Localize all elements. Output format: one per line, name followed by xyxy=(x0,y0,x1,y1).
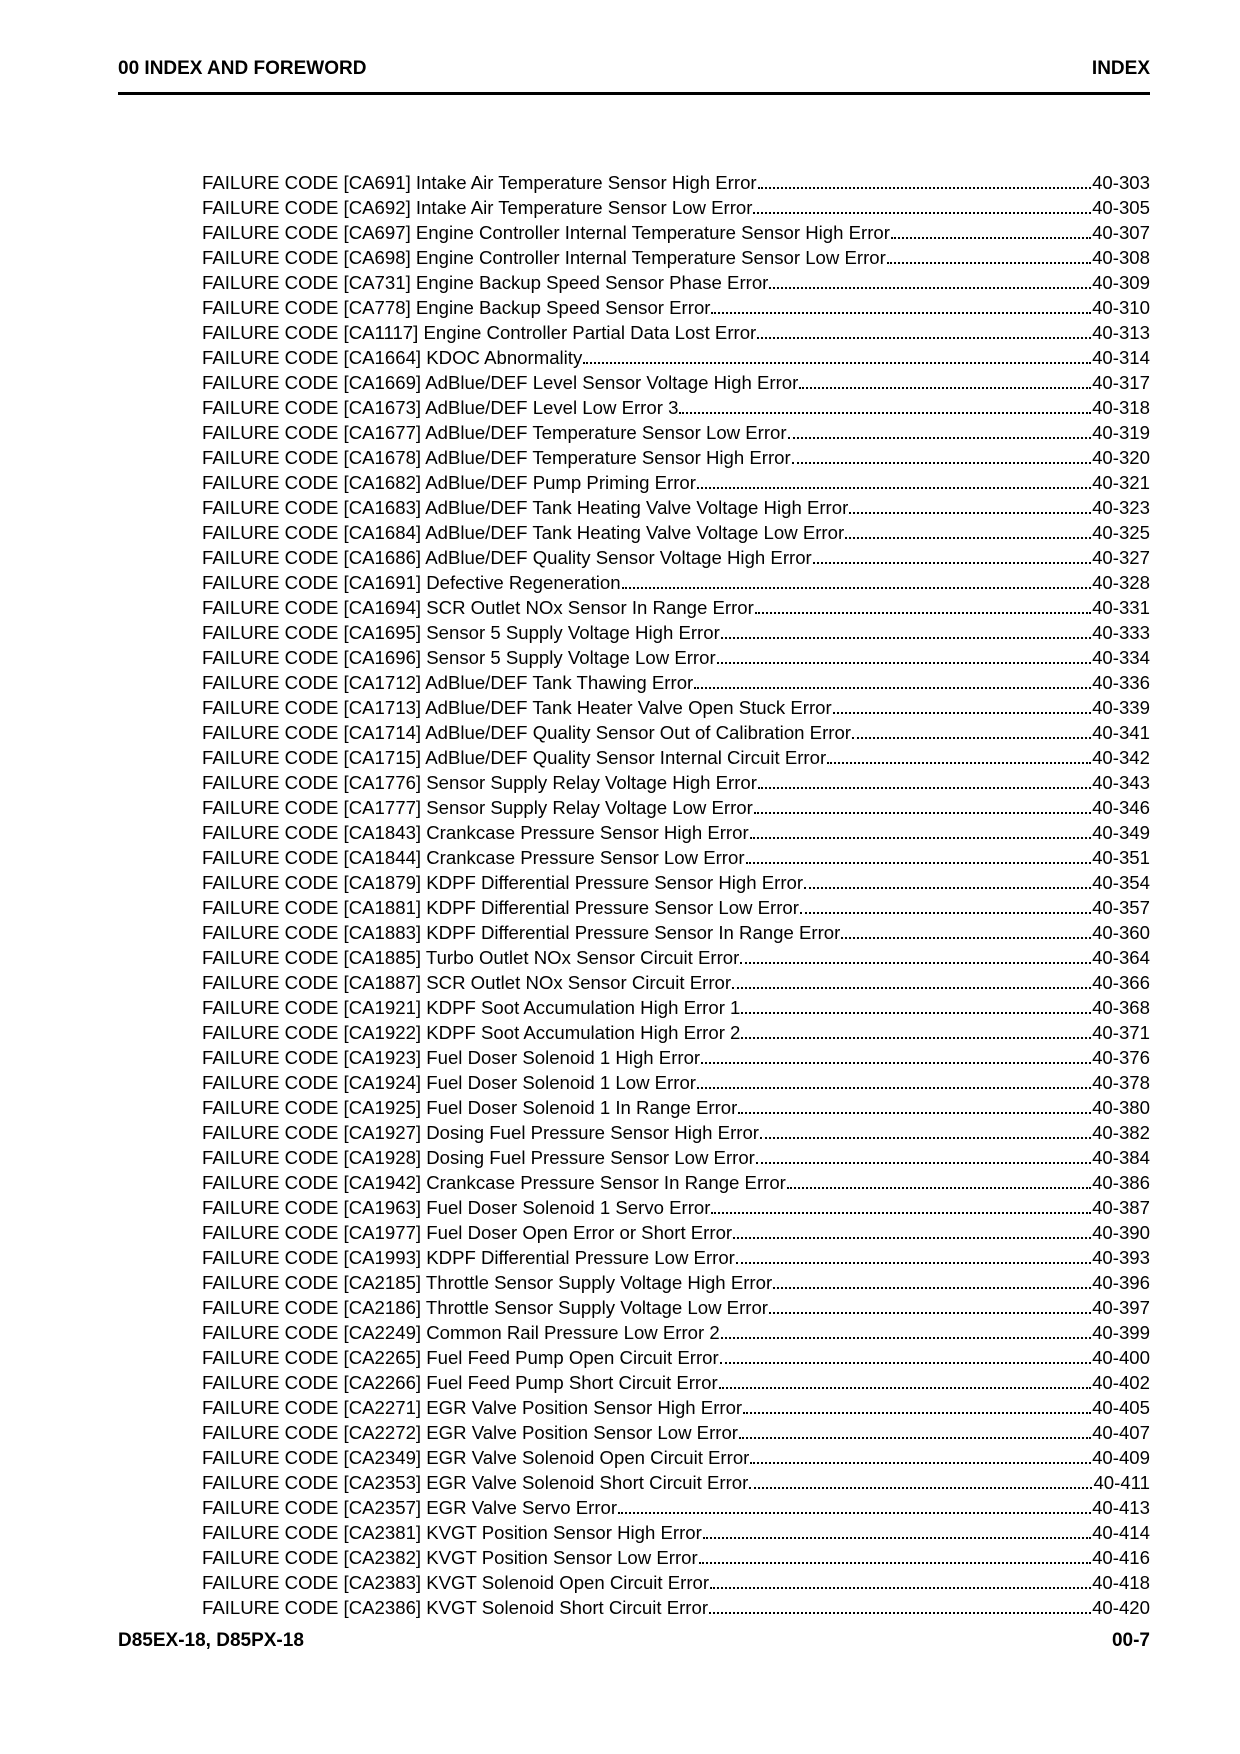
entry-page: 40-396 xyxy=(1092,1272,1150,1293)
index-entry[interactable] xyxy=(202,1295,1150,1320)
dot-leader xyxy=(852,737,1091,739)
entry-title: FAILURE CODE [CA2383] KVGT Solenoid Open Circuit Error xyxy=(202,1572,710,1593)
entry-title: FAILURE CODE [CA1963] Fuel Doser Solenoid 1 Servo Error xyxy=(202,1197,711,1218)
dot-leader xyxy=(583,362,1091,364)
entry-title: FAILURE CODE [CA697] Engine Controller Internal Temperature Sensor High Error xyxy=(202,222,890,243)
entry-title: FAILURE CODE [CA2271] EGR Valve Position Sensor High Error xyxy=(202,1397,743,1418)
entry-title: FAILURE CODE [CA1879] KDPF Differential Pressure Sensor High Error xyxy=(202,872,804,893)
entry-page: 40-318 xyxy=(1092,397,1150,418)
page-header xyxy=(118,58,1150,95)
dot-leader xyxy=(711,1212,1091,1214)
header-label: INDEX xyxy=(1091,58,1150,79)
entry-title: FAILURE CODE [CA2266] Fuel Feed Pump Short Circuit Error xyxy=(202,1372,718,1393)
index-entry[interactable] xyxy=(202,670,1150,695)
entry-title: FAILURE CODE [CA1885] Turbo Outlet NOx Sensor Circuit Error xyxy=(202,947,740,968)
index-entry[interactable] xyxy=(202,320,1150,345)
dot-leader xyxy=(845,537,1091,539)
entry-page: 40-341 xyxy=(1092,722,1150,743)
entry-page: 40-371 xyxy=(1092,1022,1150,1043)
index-entry[interactable] xyxy=(202,270,1150,295)
index-entry[interactable] xyxy=(202,570,1150,595)
dot-leader xyxy=(750,837,1091,839)
index-entry[interactable] xyxy=(202,920,1150,945)
entry-page: 40-336 xyxy=(1092,672,1150,693)
entry-title: FAILURE CODE [CA1927] Dosing Fuel Pressure Sensor High Error xyxy=(202,1122,759,1143)
dot-leader xyxy=(756,1162,1091,1164)
entry-page: 40-416 xyxy=(1092,1547,1150,1568)
entry-page: 40-314 xyxy=(1092,347,1150,368)
dot-leader xyxy=(849,512,1091,514)
entry-title: FAILURE CODE [CA1993] KDPF Differential Pressure Low Error xyxy=(202,1247,735,1268)
entry-title: FAILURE CODE [CA1694] SCR Outlet NOx Sensor In Range Error xyxy=(202,597,754,618)
dot-leader xyxy=(749,1487,1092,1489)
entry-page: 40-390 xyxy=(1092,1222,1150,1243)
dot-leader xyxy=(719,1387,1091,1389)
dot-leader xyxy=(743,1412,1091,1414)
entry-title: FAILURE CODE [CA2265] Fuel Feed Pump Open Circuit Error xyxy=(202,1347,719,1368)
index-entry[interactable] xyxy=(202,770,1150,795)
index-entry[interactable] xyxy=(202,745,1150,770)
entry-page: 40-364 xyxy=(1092,947,1150,968)
section-title: 00 INDEX AND FOREWORD xyxy=(118,58,367,79)
index-entry[interactable] xyxy=(202,1395,1150,1420)
index-entry[interactable] xyxy=(202,645,1150,670)
entry-title: FAILURE CODE [CA1887] SCR Outlet NOx Sensor Circuit Error xyxy=(202,972,732,993)
index-entry[interactable] xyxy=(202,1495,1150,1520)
dot-leader xyxy=(740,962,1091,964)
entry-title: FAILURE CODE [CA1117] Engine Controller Partial Data Lost Error xyxy=(202,322,757,343)
dot-leader xyxy=(733,1237,1091,1239)
entry-title: FAILURE CODE [CA1712] AdBlue/DEF Tank Thawing Error xyxy=(202,672,694,693)
entry-title: FAILURE CODE [CA1677] AdBlue/DEF Temperature Sensor Low Error xyxy=(202,422,787,443)
dot-leader xyxy=(736,1262,1091,1264)
entry-page: 40-400 xyxy=(1092,1347,1150,1368)
entry-title: FAILURE CODE [CA1678] AdBlue/DEF Temperature Sensor High Error xyxy=(202,447,791,468)
index-entry[interactable] xyxy=(202,870,1150,895)
index-entry[interactable] xyxy=(202,1045,1150,1070)
entry-page: 40-413 xyxy=(1092,1497,1150,1518)
dot-leader xyxy=(732,987,1091,989)
dot-leader xyxy=(754,812,1091,814)
entry-title: FAILURE CODE [CA1713] AdBlue/DEF Tank Heater Valve Open Stuck Error xyxy=(202,697,832,718)
page-number: 00-7 xyxy=(1111,1630,1150,1651)
index-entry[interactable] xyxy=(202,495,1150,520)
entry-title: FAILURE CODE [CA1977] Fuel Doser Open Error or Short Error xyxy=(202,1222,733,1243)
dot-leader xyxy=(753,212,1091,214)
dot-leader xyxy=(741,1012,1091,1014)
entry-page: 40-382 xyxy=(1092,1122,1150,1143)
dot-leader xyxy=(618,1512,1091,1514)
entry-page: 40-313 xyxy=(1092,322,1150,343)
entry-page: 40-420 xyxy=(1092,1597,1150,1618)
index-entry[interactable] xyxy=(202,970,1150,995)
entry-page: 40-331 xyxy=(1092,597,1150,618)
index-entry[interactable] xyxy=(202,545,1150,570)
index-entry[interactable] xyxy=(202,720,1150,745)
entry-page: 40-376 xyxy=(1092,1047,1150,1068)
index-entry[interactable] xyxy=(202,1595,1150,1620)
dot-leader xyxy=(710,1587,1091,1589)
index-entry[interactable] xyxy=(202,1070,1150,1095)
entry-title: FAILURE CODE [CA731] Engine Backup Speed Sensor Phase Error xyxy=(202,272,769,293)
index-entry[interactable] xyxy=(202,1170,1150,1195)
entry-title: FAILURE CODE [CA2382] KVGT Position Sensor Low Error xyxy=(202,1547,698,1568)
entry-page: 40-368 xyxy=(1092,997,1150,1018)
dot-leader xyxy=(792,462,1091,464)
entry-page: 40-378 xyxy=(1092,1072,1150,1093)
entry-page: 40-357 xyxy=(1092,897,1150,918)
dot-leader xyxy=(758,187,1091,189)
dot-leader xyxy=(755,612,1091,614)
entry-page: 40-360 xyxy=(1092,922,1150,943)
dot-leader xyxy=(769,1312,1091,1314)
entry-title: FAILURE CODE [CA1715] AdBlue/DEF Quality Sensor Internal Circuit Error xyxy=(202,747,827,768)
entry-page: 40-343 xyxy=(1092,772,1150,793)
entry-page: 40-418 xyxy=(1092,1572,1150,1593)
entry-page: 40-309 xyxy=(1092,272,1150,293)
index-entry[interactable] xyxy=(202,995,1150,1020)
entry-title: FAILURE CODE [CA2381] KVGT Position Sensor High Error xyxy=(202,1522,702,1543)
entry-page: 40-339 xyxy=(1092,697,1150,718)
entry-title: FAILURE CODE [CA2249] Common Rail Pressure Low Error 2 xyxy=(202,1322,720,1343)
dot-leader xyxy=(769,287,1091,289)
entry-page: 40-310 xyxy=(1092,297,1150,318)
dot-leader xyxy=(827,762,1091,764)
entry-page: 40-319 xyxy=(1092,422,1150,443)
dot-leader xyxy=(750,1462,1091,1464)
entry-page: 40-321 xyxy=(1092,472,1150,493)
entry-page: 40-399 xyxy=(1092,1322,1150,1343)
entry-page: 40-307 xyxy=(1092,222,1150,243)
entry-title: FAILURE CODE [CA1923] Fuel Doser Solenoid 1 High Error xyxy=(202,1047,701,1068)
entry-title: FAILURE CODE [CA1925] Fuel Doser Solenoid 1 In Range Error xyxy=(202,1097,738,1118)
entry-title: FAILURE CODE [CA1691] Defective Regeneration xyxy=(202,572,621,593)
index-entry[interactable] xyxy=(202,595,1150,620)
dot-leader xyxy=(694,687,1091,689)
entry-page: 40-317 xyxy=(1092,372,1150,393)
entry-page: 40-380 xyxy=(1092,1097,1150,1118)
entry-page: 40-409 xyxy=(1092,1447,1150,1468)
index-entry[interactable] xyxy=(202,195,1150,220)
dot-leader xyxy=(758,787,1091,789)
entry-title: FAILURE CODE [CA1696] Sensor 5 Supply Voltage Low Error xyxy=(202,647,716,668)
entry-title: FAILURE CODE [CA1922] KDPF Soot Accumulation High Error 2 xyxy=(202,1022,741,1043)
index-entry[interactable] xyxy=(202,1420,1150,1445)
index-entry[interactable] xyxy=(202,820,1150,845)
entry-title: FAILURE CODE [CA691] Intake Air Temperature Sensor High Error xyxy=(202,172,757,193)
entry-page: 40-393 xyxy=(1092,1247,1150,1268)
dot-leader xyxy=(721,637,1091,639)
entry-title: FAILURE CODE [CA1843] Crankcase Pressure Sensor High Error xyxy=(202,822,749,843)
entry-page: 40-386 xyxy=(1092,1172,1150,1193)
entry-title: FAILURE CODE [CA1883] KDPF Differential Pressure Sensor In Range Error xyxy=(202,922,841,943)
entry-page: 40-342 xyxy=(1092,747,1150,768)
dot-leader xyxy=(721,1337,1091,1339)
entry-title: FAILURE CODE [CA1714] AdBlue/DEF Quality Sensor Out of Calibration Error xyxy=(202,722,851,743)
entry-page: 40-325 xyxy=(1092,522,1150,543)
dot-leader xyxy=(788,437,1092,439)
entry-title: FAILURE CODE [CA1673] AdBlue/DEF Level Low Error 3 xyxy=(202,397,679,418)
dot-leader xyxy=(709,1612,1091,1614)
index-entry[interactable] xyxy=(202,945,1150,970)
index-entry[interactable] xyxy=(202,1245,1150,1270)
entry-title: FAILURE CODE [CA2186] Throttle Sensor Supply Voltage Low Error xyxy=(202,1297,769,1318)
dot-leader xyxy=(787,1187,1091,1189)
index-entry[interactable] xyxy=(202,470,1150,495)
index-entry[interactable] xyxy=(202,1220,1150,1245)
entry-page: 40-402 xyxy=(1092,1372,1150,1393)
entry-title: FAILURE CODE [CA2349] EGR Valve Solenoid Open Circuit Error xyxy=(202,1447,750,1468)
entry-page: 40-323 xyxy=(1092,497,1150,518)
entry-page: 40-397 xyxy=(1092,1297,1150,1318)
entry-title: FAILURE CODE [CA1776] Sensor Supply Relay Voltage High Error xyxy=(202,772,757,793)
index-entry[interactable] xyxy=(202,845,1150,870)
index-entry[interactable] xyxy=(202,1470,1150,1495)
entry-title: FAILURE CODE [CA692] Intake Air Temperature Sensor Low Error xyxy=(202,197,753,218)
dot-leader xyxy=(773,1287,1091,1289)
index-entry[interactable] xyxy=(202,895,1150,920)
dot-leader xyxy=(739,1437,1091,1439)
dot-leader xyxy=(738,1112,1091,1114)
entry-title: FAILURE CODE [CA698] Engine Controller Internal Temperature Sensor Low Error xyxy=(202,247,886,268)
entry-page: 40-333 xyxy=(1092,622,1150,643)
page-footer xyxy=(118,1630,1150,1656)
dot-leader xyxy=(699,1562,1091,1564)
index-entry[interactable] xyxy=(202,295,1150,320)
entry-title: FAILURE CODE [CA1777] Sensor Supply Relay Voltage Low Error xyxy=(202,797,753,818)
index-entry[interactable] xyxy=(202,345,1150,370)
entry-page: 40-320 xyxy=(1092,447,1150,468)
entry-page: 40-334 xyxy=(1092,647,1150,668)
dot-leader xyxy=(887,262,1091,264)
entry-title: FAILURE CODE [CA1695] Sensor 5 Supply Voltage High Error xyxy=(202,622,720,643)
dot-leader xyxy=(697,487,1091,489)
index-entry[interactable] xyxy=(202,220,1150,245)
index-entry[interactable] xyxy=(202,1570,1150,1595)
index-entry[interactable] xyxy=(202,520,1150,545)
dot-leader xyxy=(679,412,1091,414)
entry-title: FAILURE CODE [CA1664] KDOC Abnormality xyxy=(202,347,583,368)
dot-leader xyxy=(741,1037,1091,1039)
dot-leader xyxy=(622,587,1092,589)
entry-title: FAILURE CODE [CA2185] Throttle Sensor Supply Voltage High Error xyxy=(202,1272,773,1293)
entry-page: 40-346 xyxy=(1092,797,1150,818)
index-entry[interactable] xyxy=(202,695,1150,720)
index-entry[interactable] xyxy=(202,1020,1150,1045)
dot-leader xyxy=(697,1087,1091,1089)
entry-page: 40-351 xyxy=(1092,847,1150,868)
index-entry[interactable] xyxy=(202,1095,1150,1120)
entry-page: 40-411 xyxy=(1093,1472,1150,1493)
entry-title: FAILURE CODE [CA1928] Dosing Fuel Pressure Sensor Low Error xyxy=(202,1147,755,1168)
entry-title: FAILURE CODE [CA2386] KVGT Solenoid Short Circuit Error xyxy=(202,1597,709,1618)
index-entry[interactable] xyxy=(202,1445,1150,1470)
dot-leader xyxy=(799,387,1091,389)
entry-title: FAILURE CODE [CA2272] EGR Valve Position Sensor Low Error xyxy=(202,1422,738,1443)
model-name: D85EX-18, D85PX-18 xyxy=(118,1630,304,1651)
entry-page: 40-405 xyxy=(1092,1397,1150,1418)
index-entry[interactable] xyxy=(202,445,1150,470)
dot-leader xyxy=(746,862,1092,864)
index-entry[interactable] xyxy=(202,1545,1150,1570)
entry-title: FAILURE CODE [CA778] Engine Backup Speed Sensor Error xyxy=(202,297,711,318)
entry-page: 40-303 xyxy=(1092,172,1150,193)
entry-page: 40-305 xyxy=(1092,197,1150,218)
dot-leader xyxy=(717,662,1091,664)
dot-leader xyxy=(760,1137,1091,1139)
dot-leader xyxy=(833,712,1091,714)
entry-page: 40-328 xyxy=(1092,572,1150,593)
index-entry[interactable] xyxy=(202,1320,1150,1345)
entry-title: FAILURE CODE [CA1669] AdBlue/DEF Level Sensor Voltage High Error xyxy=(202,372,799,393)
entry-page: 40-414 xyxy=(1092,1522,1150,1543)
entry-page: 40-366 xyxy=(1092,972,1150,993)
entry-title: FAILURE CODE [CA1921] KDPF Soot Accumulation High Error 1 xyxy=(202,997,741,1018)
entry-title: FAILURE CODE [CA1684] AdBlue/DEF Tank Heating Valve Voltage Low Error xyxy=(202,522,845,543)
entry-page: 40-354 xyxy=(1092,872,1150,893)
index-entry[interactable] xyxy=(202,1270,1150,1295)
dot-leader xyxy=(701,1062,1091,1064)
index-entry[interactable] xyxy=(202,420,1150,445)
entry-title: FAILURE CODE [CA1881] KDPF Differential Pressure Sensor Low Error xyxy=(202,897,799,918)
dot-leader xyxy=(703,1537,1091,1539)
entry-title: FAILURE CODE [CA1686] AdBlue/DEF Quality Sensor Voltage High Error xyxy=(202,547,812,568)
entry-page: 40-349 xyxy=(1092,822,1150,843)
dot-leader xyxy=(804,887,1091,889)
index-list xyxy=(202,170,1150,1620)
index-entry[interactable] xyxy=(202,170,1150,195)
entry-title: FAILURE CODE [CA1682] AdBlue/DEF Pump Priming Error xyxy=(202,472,696,493)
dot-leader xyxy=(800,912,1091,914)
entry-page: 40-387 xyxy=(1092,1197,1150,1218)
entry-page: 40-308 xyxy=(1092,247,1150,268)
entry-title: FAILURE CODE [CA2353] EGR Valve Solenoid Short Circuit Error xyxy=(202,1472,749,1493)
entry-title: FAILURE CODE [CA1683] AdBlue/DEF Tank Heating Valve Voltage High Error xyxy=(202,497,849,518)
index-entry[interactable] xyxy=(202,370,1150,395)
index-entry[interactable] xyxy=(202,395,1150,420)
dot-leader xyxy=(720,1362,1091,1364)
entry-title: FAILURE CODE [CA2357] EGR Valve Servo Error xyxy=(202,1497,618,1518)
dot-leader xyxy=(813,562,1091,564)
entry-title: FAILURE CODE [CA1844] Crankcase Pressure Sensor Low Error xyxy=(202,847,745,868)
index-entry[interactable] xyxy=(202,245,1150,270)
index-entry[interactable] xyxy=(202,795,1150,820)
entry-page: 40-327 xyxy=(1092,547,1150,568)
index-entry[interactable] xyxy=(202,1195,1150,1220)
entry-title: FAILURE CODE [CA1942] Crankcase Pressure Sensor In Range Error xyxy=(202,1172,786,1193)
entry-title: FAILURE CODE [CA1924] Fuel Doser Solenoid 1 Low Error xyxy=(202,1072,696,1093)
index-entry[interactable] xyxy=(202,1145,1150,1170)
dot-leader xyxy=(841,937,1091,939)
entry-page: 40-384 xyxy=(1092,1147,1150,1168)
dot-leader xyxy=(891,237,1091,239)
index-entry[interactable] xyxy=(202,620,1150,645)
dot-leader xyxy=(757,337,1091,339)
entry-page: 40-407 xyxy=(1092,1422,1150,1443)
index-entry[interactable] xyxy=(202,1370,1150,1395)
index-entry[interactable] xyxy=(202,1345,1150,1370)
dot-leader xyxy=(711,312,1091,314)
index-entry[interactable] xyxy=(202,1520,1150,1545)
index-entry[interactable] xyxy=(202,1120,1150,1145)
